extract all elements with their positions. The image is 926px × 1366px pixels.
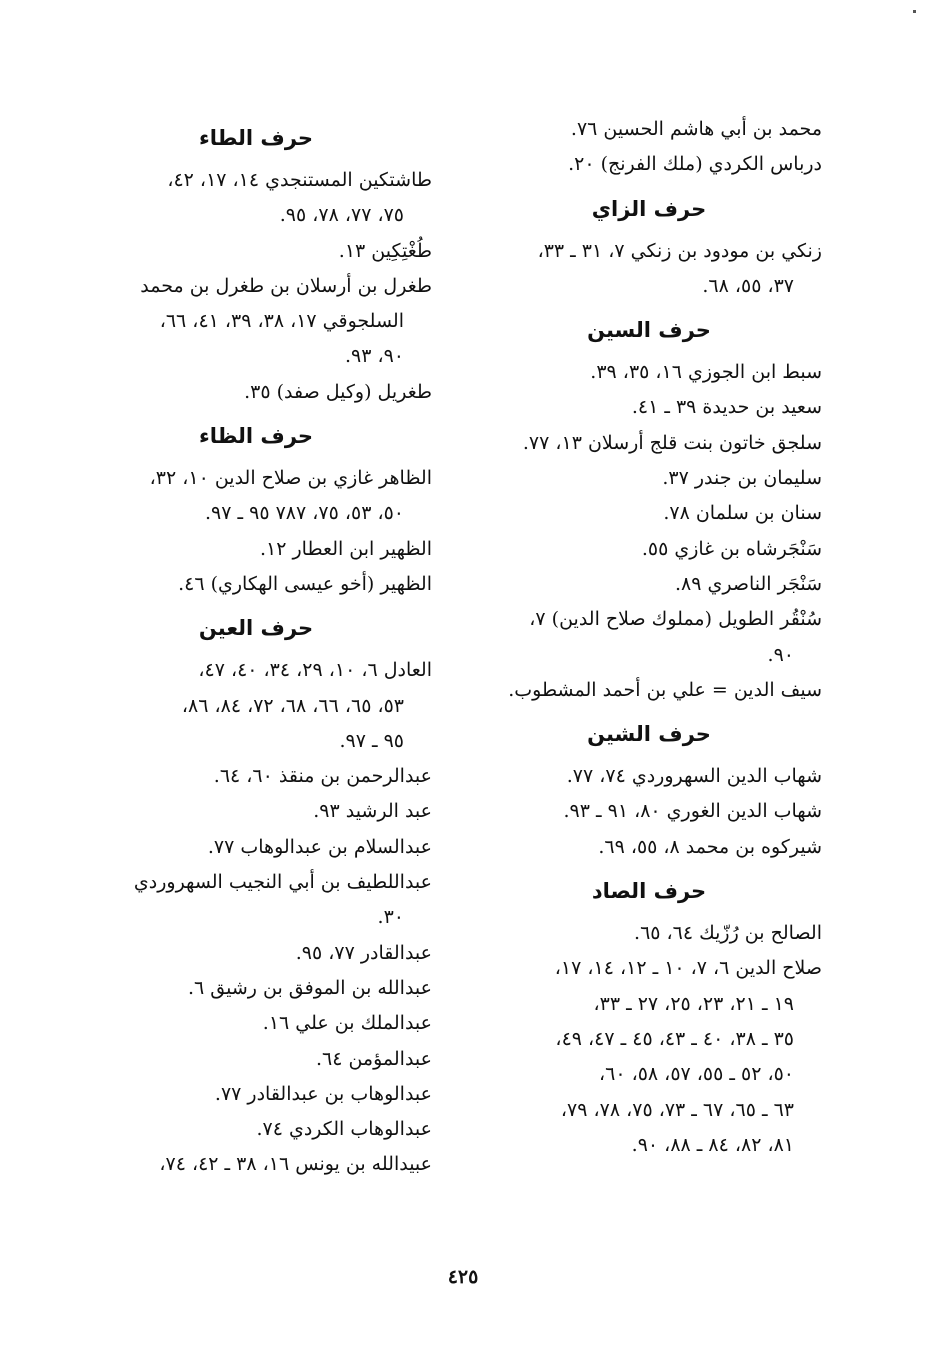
- index-entry: عبداللطيف بن أبي النجيب السهروردي: [133, 871, 432, 894]
- index-entry: عبدالقادر ٧٧، ٩٥.: [295, 941, 432, 964]
- index-entry: عبدالملك بن علي ١٦.: [262, 1012, 432, 1035]
- index-entry-continuation: السلجوقي ١٧، ٣٨، ٣٩، ٤١، ٦٦،: [159, 310, 404, 333]
- index-entry: عبدالوهاب بن عبدالقادر ٧٧.: [214, 1082, 432, 1105]
- page-number: ٤٢٥: [447, 1266, 479, 1288]
- index-entry: عبدالله بن الموفق بن رشيق ٦.: [187, 976, 432, 999]
- letter-section-heading: حرف الصاد: [591, 879, 707, 904]
- index-entry: سعيد بن حديدة ٣٩ ـ ٤١.: [631, 396, 822, 419]
- index-column-left: [80, 112, 432, 1183]
- letter-section-heading: حرف العين: [198, 616, 314, 641]
- index-entry-continuation: ٨١، ٨٢، ٨٤ ـ ٨٨، ٩٠.: [631, 1133, 794, 1156]
- index-entry: سبط ابن الجوزي ١٦، ٣٥، ٣٩.: [590, 361, 822, 384]
- index-entry-continuation: ٣٠.: [377, 906, 404, 929]
- index-entry: عبدالمؤمن ٦٤.: [315, 1047, 432, 1070]
- letter-section-heading: حرف الزاي: [591, 196, 707, 221]
- index-entry: شهاب الدين السهروردي ٧٤، ٧٧.: [566, 765, 822, 788]
- index-entry: درباس الكردي (ملك الفرنج) ٢٠.: [568, 153, 822, 176]
- letter-section-heading: حرف السين: [587, 318, 711, 343]
- letter-section-heading: حرف الطاء: [198, 126, 314, 150]
- index-entry: سُنْقُر الطويل (مملوك صلاح الدين) ٧،: [529, 608, 822, 631]
- index-entry: الظاهر غازي بن صلاح الدين ١٠، ٣٢،: [149, 467, 432, 490]
- index-entry: محمد بن أبي هاشم الحسين ٧٦.: [570, 118, 822, 140]
- letter-section-heading: حرف الظاء: [198, 424, 314, 449]
- index-entry: طغريل (وكيل صفد) ٣٥.: [244, 380, 432, 403]
- index-entry-continuation: ٥٠، ٥٣، ٧٥، ٧٨٧ ٩٥ ـ ٩٧.: [205, 502, 404, 525]
- index-entry: عبيدالله بن يونس ١٦، ٣٨ ـ ٤٢، ٧٤،: [159, 1153, 432, 1176]
- index-column-right: [476, 112, 822, 1163]
- index-entry: طغرل بن أرسلان بن طغرل بن محمد: [140, 274, 432, 297]
- index-entry-continuation: ٣٥ ـ ٣٨، ٤٠ ـ ٤٣، ٤٥ ـ ٤٧، ٤٩،: [555, 1027, 794, 1050]
- index-entry: عبدالرحمن بن منقذ ٦٠، ٦٤.: [213, 765, 432, 788]
- index-entry: عبدالسلام بن عبدالوهاب ٧٧.: [207, 835, 432, 858]
- index-entry: سنان بن سلمان ٧٨.: [663, 502, 822, 525]
- index-entry: العادل ٦، ١٠، ٢٩، ٣٤، ٤٠، ٤٧،: [198, 659, 432, 682]
- index-entry-continuation: ٩٠.: [767, 643, 794, 666]
- index-entry-continuation: ٥٠، ٥٢ ـ ٥٥، ٥٧، ٥٨، ٦٠،: [598, 1063, 794, 1086]
- index-entry-continuation: ٧٥، ٧٧، ٧٨، ٩٥.: [279, 204, 404, 227]
- index-entry: سَنْجَرشاه بن غازي ٥٥.: [641, 537, 822, 560]
- index-entry-continuation: ٦٣ ـ ٦٥، ٦٧ ـ ٧٣، ٧٥، ٧٨، ٧٩،: [560, 1098, 794, 1121]
- index-entry: طاشتكين المستنجدي ١٤، ١٧، ٤٢،: [167, 169, 432, 191]
- scan-speck: [913, 10, 916, 13]
- index-entry: سلجق خاتون بنت قلج أرسلان ١٣، ٧٧.: [522, 431, 822, 454]
- index-entry-continuation: ٩٠، ٩٣.: [344, 345, 404, 368]
- index-entry: زنكي بن مودود بن زنكي ٧، ٣١ ـ ٣٣،: [537, 239, 822, 262]
- index-entry: شيركوه بن محمد ٨، ٥٥، ٦٩.: [598, 835, 822, 858]
- index-entry: عبد الرشيد ٩٣.: [313, 800, 432, 823]
- index-entry: شهاب الدين الغوري ٨٠، ٩١ ـ ٩٣.: [563, 800, 822, 823]
- index-entry: عبدالوهاب الكردي ٧٤.: [256, 1118, 432, 1141]
- index-entry: الصالح بن رُزّيك ٦٤، ٦٥.: [634, 922, 822, 945]
- index-entry-continuation: ٣٧، ٥٥، ٦٨.: [702, 274, 794, 297]
- index-entry: طُغْتِكِين ١٣.: [338, 239, 432, 262]
- index-entry: الظهير ابن العطار ١٢.: [259, 537, 432, 560]
- index-entry: سيف الدين = علي بن أحمد المشطوب.: [508, 678, 822, 701]
- letter-section-heading: حرف الشين: [587, 722, 711, 747]
- index-entry: صلاح الدين ٦، ٧، ١٠ ـ ١٢، ١٤، ١٧،: [554, 957, 822, 980]
- index-entry: سَنْجَر الناصري ٨٩.: [674, 572, 822, 595]
- index-entry: سليمان بن جندر ٣٧.: [662, 467, 822, 490]
- index-entry-continuation: ٩٥ ـ ٩٧.: [339, 729, 404, 752]
- index-entry: الظهير (أخو عيسى الهكاري) ٤٦.: [178, 572, 432, 595]
- index-entry-continuation: ١٩ ـ ٢١، ٢٣، ٢٥، ٢٧ ـ ٣٣،: [593, 992, 794, 1015]
- index-entry-continuation: ٥٣، ٦٥، ٦٦، ٦٨، ٧٢، ٨٤، ٨٦،: [181, 694, 404, 717]
